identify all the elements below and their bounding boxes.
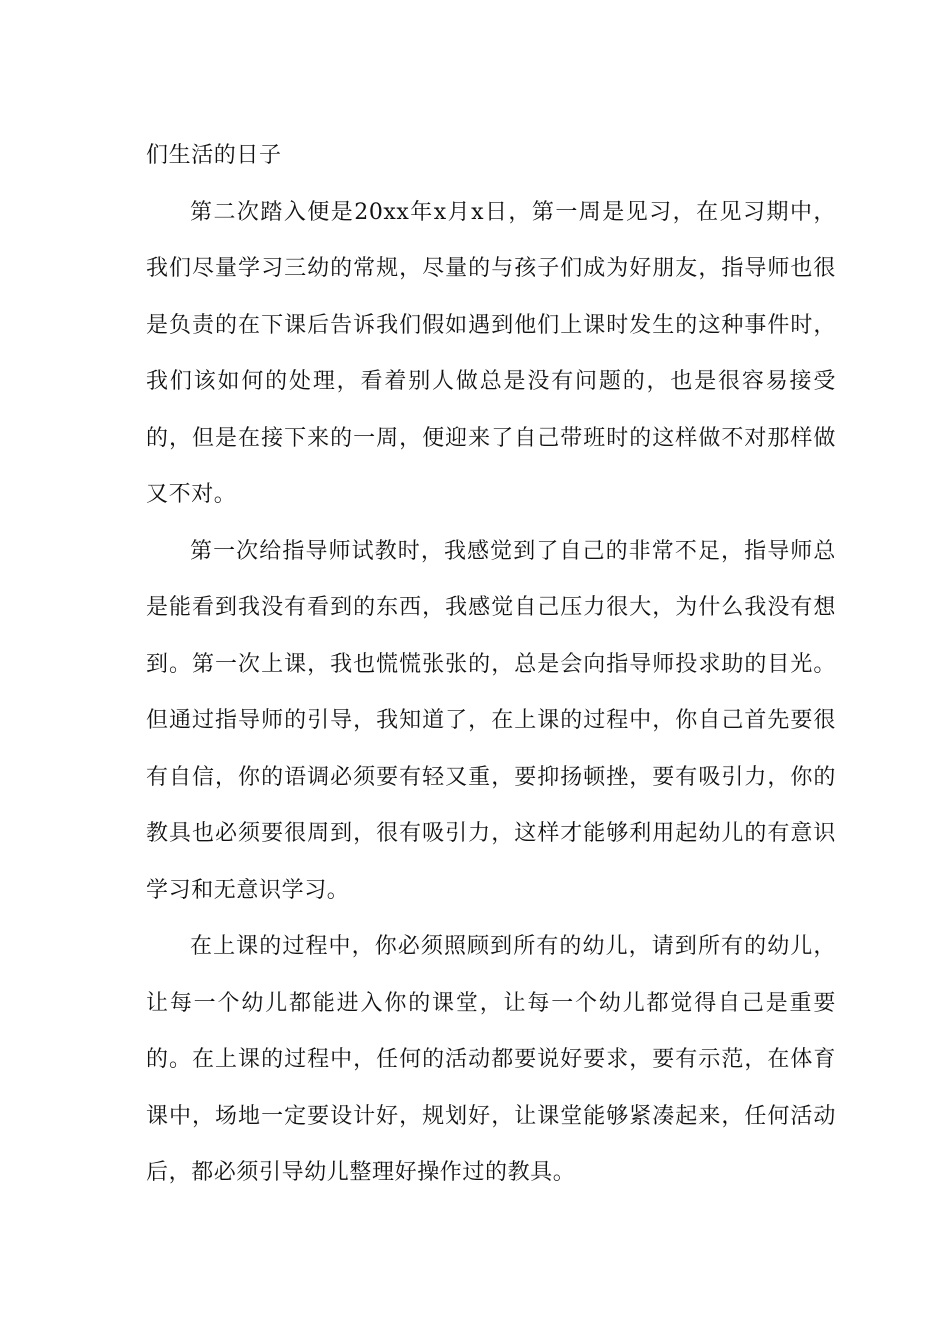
paragraph-classroom-guidance: 在上课的过程中，你必须照顾到所有的幼儿，请到所有的幼儿，让每一个幼儿都能进入你的课堂，让每一个幼儿都觉得自己是重要的。在上课的过程中，任何的活动都要说好要求，要有示范，在体育课中，场地一定要设计好，规划好，让课堂能够紧凑起来，任何活动后，都必须引导幼儿整理好操作过的教具。	[146, 934, 836, 1185]
document-body	[146, 128, 836, 1202]
paragraph-second-visit: 第二次踏入便是20xx年x月x日，第一周是见习，在见习期中，我们尽量学习三幼的常规，尽量的与孩子们成为好朋友，指导师也很是负责的在下课后告诉我们假如遇到他们上课时发生的这种事件时，我们该如何的处理，看着别人做总是没有问题的，也是很容易接受的，但是在接下来的一周，便迎来了自己带班时的这样做不对那样做又不对。	[146, 199, 836, 507]
paragraph-continuation: 们生活的日子	[146, 143, 282, 168]
paragraph-first-trial-teaching: 第一次给指导师试教时，我感觉到了自己的非常不足，指导师总是能看到我没有看到的东西，我感觉自己压力很大，为什么我没有想到。第一次上课，我也慌慌张张的，总是会向指导师投求助的目光。但通过指导师的引导，我知道了，在上课的过程中，你自己首先要很有自信，你的语调必须要有轻又重，要抑扬顿挫，要有吸引力，你的教具也必须要很周到，很有吸引力，这样才能够利用起幼儿的有意识学习和无意识学习。	[146, 538, 836, 903]
